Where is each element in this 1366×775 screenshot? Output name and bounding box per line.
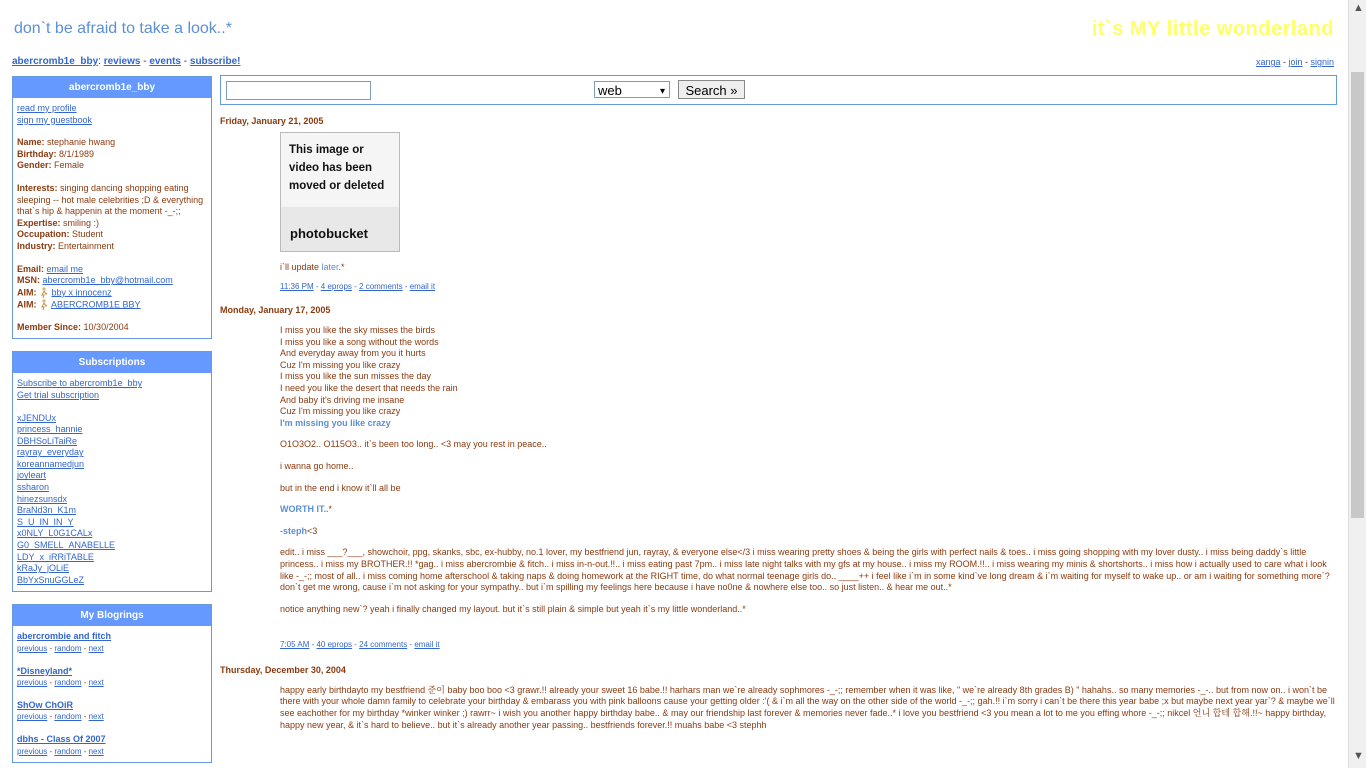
- expertise-label: Expertise:: [17, 217, 61, 228]
- top-nav-right: xanga - join - signin: [1255, 57, 1334, 67]
- post-footer: 11:36 PM - 4 eprops - 2 comments - email it: [280, 282, 436, 291]
- email-it-link[interactable]: email it: [414, 640, 440, 650]
- blogring-random-link[interactable]: random: [54, 712, 82, 722]
- blogring-previous-link[interactable]: previous: [17, 746, 48, 756]
- top-nav-left: abercromb1e_bby: reviews - events - subscribe!: [12, 56, 241, 67]
- gender-value: Female: [54, 160, 85, 171]
- birthday-label: Birthday:: [17, 148, 57, 159]
- aim-label: AIM:: [17, 287, 37, 298]
- industry-value: Entertainment: [58, 240, 115, 251]
- blogrings-box: My Blogrings abercrombie and fitch previous - random - next *Disneyland* previous - random - next ShOw ChOiR previous - random - next dbhs - Class Of 2007 previous - random - next: [12, 604, 212, 763]
- name-value: stephanie hwang: [47, 137, 116, 148]
- post-paragraph: happy early birthdayto my bestfriend 준이 baby boo boo <3 grawr.!! already your sweet 16 babe.!! harhars man we`re already sophmores -_-;; remember when it was like, " we`re already 8th grades B) " hahahs.. so many memories -_-.. but from now on.. i won`t be there with your whole damn family to celebrate your birthday & embarass you with pink balloons cause your getting older :'( & i`m all the way on the other side of the world -_-;; gah.!! i`m sorry i can`t be there this year babe ;x but maybe next year yar`? & maybe we`ll see eachother for my birthday *winker winker ;) rawrr~ i wish you another happy birthday babe.. & may our friendship last forever & memories never fade..* i love you bestfriend <3 you mean a lot to me you effing whore -_-;; nikcel 언니 합테 합해.!!~ happy birthday, happy new year, & it`s hard to believe.. but it`s already another year passing.. bestfriends forever.!! muahs babe <3 stephh: [280, 684, 1335, 730]
- msn-link[interactable]: abercromb1e_bby@hotmail.com: [42, 275, 173, 286]
- scrollbar-thumb[interactable]: [1351, 72, 1364, 518]
- post-time-link[interactable]: 11:36 PM: [280, 282, 314, 291]
- scroll-up-icon[interactable]: ▲: [1353, 2, 1364, 14]
- aim1-link[interactable]: bby x innocenz: [51, 287, 112, 298]
- join-link[interactable]: join: [1288, 57, 1303, 67]
- xanga-link[interactable]: xanga: [1255, 57, 1281, 67]
- post-date: Thursday, December 30, 2004: [220, 664, 346, 675]
- subscription-link[interactable]: hinezsunsdx: [17, 493, 68, 504]
- member-since-value: 10/30/2004: [83, 321, 129, 332]
- email-link[interactable]: email me: [46, 263, 84, 274]
- post-entry: [280, 685, 1335, 731]
- occupation-label: Occupation:: [17, 229, 70, 240]
- subscription-link[interactable]: BraNd3n_K1m: [17, 505, 77, 516]
- subscriptions-box: [12, 351, 212, 592]
- birthday-value: 8/1/1989: [59, 148, 95, 159]
- blogring-next-link[interactable]: next: [88, 644, 104, 653]
- blogring-random-link[interactable]: random: [54, 678, 82, 688]
- subscription-link[interactable]: princess_hannie: [17, 424, 83, 435]
- email-label: Email:: [17, 263, 45, 274]
- sidebar: [12, 76, 212, 775]
- gender-label: Gender:: [17, 160, 52, 171]
- post-paragraph: edit.. i miss ___?___, showchoir, ppg, skanks, sbc, ex-hubby, no.1 lover, my bestfriend jun, rayray, & everyone else</3 i miss wearing pretty shoes & being the girls with perfect nails & toes.. i miss going shopping with my lover dusty.. i miss being daddy`s little princess.. i miss my BROTHER.!! *gag.. i miss abercrombie & fitch.. i miss in-n-out.!!.. i miss eating past 7pm.. i miss late night talks with my gfs at my house.. i miss my ROOM.!!.. i miss wearing my minis & shortshorts.. i miss how i actually used to care what i look like -_-;; most of all.. i miss coming home afterschool & taking naps & doing homework at the RIGHT time, do what normal teenage girls do.. ____++ i feel like i`m in some kind`ve long dream & i`m waiting for myself to wake up.. or am i waiting for something more`? don`t get me wrong, cause i`m not asking for your sympathy.. but i`m spilling my feelings here because i have no0ne & nowhere else too.. so just listen.. & hear me out..*: [280, 547, 1330, 593]
- subscribe-link[interactable]: subscribe!: [189, 56, 241, 67]
- industry-label: Industry:: [17, 240, 56, 251]
- post-footer: 7:05 AM - 40 eprops - 24 comments - email it: [280, 640, 440, 650]
- aim-running-man-icon: [39, 287, 49, 299]
- interests-label: Interests:: [17, 182, 58, 193]
- subscription-link[interactable]: DBHSoLiTaiRe: [17, 435, 78, 446]
- trial-subscription-link[interactable]: Get trial subscription: [17, 389, 100, 400]
- blogring-next-link[interactable]: next: [88, 678, 104, 688]
- search-input[interactable]: [226, 81, 371, 100]
- post-paragraph: notice anything new`? yeah i finally changed my layout. but it`s still plain & simple but yeah it`s my little wonderland..*: [280, 603, 746, 614]
- post-entry: I miss you like the sky misses the birds I miss you like a song without the words And everyday away from you it hurts Cuz I'm missing you like crazy I miss you like the sun misses the day I need you like the desert that needs the rain And baby it's driving me insane Cuz I'm missing you like crazy I'm missing you like crazy O1O3O2.. O115O3.. it`s been too long.. <3 may you rest in peace.. i wanna go home.. but in the end i know it`ll all be WORTH IT..* -steph<3 edit.. i miss ___?___, showchoir, ppg, skanks, sbc, ex-hubby, no.1 lover, my bestfriend jun, rayray, & everyone else</3 i miss wearing pretty shoes & being the girls with perfect nails & toes.. i miss going shopping with my lover dusty.. i miss being daddy`s little princess.. i miss my BROTHER.!! *gag.. i miss abercrombie & fitch.. i miss in-n-out.!!.. i miss eating past 7pm.. i miss late night talks with my gfs at my house.. i miss my ROOM.!!.. i miss wearing my minis & shortshorts.. i miss how i actually used to care what i look like -_-;; most of all.. i miss coming home afterschool & taking naps & doing homework at the RIGHT time, do what normal teenage girls do.. ____++ i feel like i`m in some kind`ve long dream & i`m waiting for myself to wake up.. or am i waiting for something more`? don`t get me wrong, cause i`m not asking for your sympathy.. but i`m spilling my feelings here because i have no0ne & nowhere else too.. so just listen.. & hear me out..* notice anything new`? yeah i finally changed my layout. but it`s still plain & simple but yeah it`s my little wonderland..* 7:05 AM - 40 eprops - 24 comments - email it: [280, 325, 1335, 651]
- expertise-value: smiling :): [63, 217, 100, 228]
- subscription-link[interactable]: G0_SMELL_ANABELLE: [17, 540, 116, 551]
- profile-box: [12, 76, 212, 339]
- placeholder-text: This image or video has been moved or deleted: [289, 144, 385, 192]
- profile-header: abercromb1e_bby: [13, 77, 211, 98]
- subscription-link[interactable]: rayray_everyday: [17, 447, 84, 458]
- read-profile-link[interactable]: read my profile: [17, 103, 77, 113]
- site-banner-title: it`s MY little wonderland: [1091, 18, 1334, 40]
- vertical-scrollbar[interactable]: [1348, 0, 1366, 768]
- blogring-link[interactable]: abercrombie and fitch: [17, 631, 112, 642]
- comments-link[interactable]: 24 comments: [359, 640, 408, 650]
- eprops-link[interactable]: 4 eprops: [320, 282, 352, 291]
- blogring-random-link[interactable]: random: [54, 644, 82, 653]
- interests-value: singing dancing shopping eating sleeping -- hot male celebrities ;D & everything that`s hip & happenin at the moment -_-;;: [17, 182, 204, 217]
- eprops-link[interactable]: 40 eprops: [316, 640, 353, 650]
- scroll-down-icon[interactable]: ▼: [1353, 750, 1364, 762]
- events-link[interactable]: events: [149, 56, 181, 67]
- photobucket-logo-icon: [290, 226, 368, 241]
- subscription-link[interactable]: x0NLY_L0G1CALx: [17, 528, 93, 539]
- blogring-next-link[interactable]: next: [88, 712, 104, 722]
- email-it-link[interactable]: email it: [409, 282, 436, 291]
- msn-label: MSN:: [17, 275, 40, 286]
- post-time-link[interactable]: 7:05 AM: [280, 640, 310, 650]
- page-title: don`t be afraid to take a look..*: [14, 20, 232, 37]
- post-date: Friday, January 21, 2005: [220, 116, 324, 126]
- search-button[interactable]: Search »: [678, 80, 745, 99]
- blogrings-header: My Blogrings: [13, 605, 211, 626]
- subscription-link[interactable]: BbYxSnuGGLeZ: [17, 574, 85, 585]
- subscription-link[interactable]: koreannamedjun: [17, 458, 85, 469]
- subscription-link[interactable]: xJENDUx: [17, 412, 57, 423]
- signin-link[interactable]: signin: [1310, 57, 1334, 67]
- photobucket-placeholder-image: [280, 132, 400, 252]
- blogring-previous-link[interactable]: previous: [17, 644, 48, 653]
- search-scope-select[interactable]: [594, 81, 670, 98]
- reviews-link[interactable]: reviews: [103, 56, 141, 67]
- occupation-value: Student: [72, 229, 104, 240]
- blogring-random-link[interactable]: random: [54, 746, 82, 756]
- blogring-link[interactable]: ShOw ChOiR: [17, 699, 73, 710]
- member-since-label: Member Since:: [17, 321, 82, 332]
- subscription-link[interactable]: S_U_IN_IN_Y: [17, 516, 74, 527]
- name-label: Name:: [17, 137, 45, 148]
- comments-link[interactable]: 2 comments: [359, 282, 403, 291]
- subscription-link[interactable]: kRaJy_jOLiE: [17, 563, 70, 574]
- subscription-link[interactable]: ssharon: [17, 482, 50, 493]
- guestbook-link[interactable]: sign my guestbook: [17, 114, 93, 125]
- aim2-link[interactable]: ABERCROMB1E BBY: [51, 299, 141, 310]
- subscription-link[interactable]: joyleart: [17, 470, 47, 481]
- subscribe-to-link[interactable]: Subscribe to abercromb1e_bby: [17, 378, 143, 389]
- blogring-previous-link[interactable]: previous: [17, 712, 48, 722]
- blogring-link[interactable]: dbhs - Class Of 2007: [17, 733, 106, 744]
- post-date: Monday, January 17, 2005: [220, 305, 331, 315]
- blogring-next-link[interactable]: next: [88, 746, 104, 756]
- photobucket-logo-text: photobucket: [290, 226, 368, 241]
- subscription-link[interactable]: LDY_x_iRRiTABLE: [17, 551, 94, 562]
- post-entry: This image or video has been moved or deleted photobucket i`ll update later.* 11:36 PM - 4 eprops - 2 comments - email it: [280, 132, 1335, 291]
- blogring-previous-link[interactable]: previous: [17, 678, 48, 688]
- subscriptions-header: Subscriptions: [13, 352, 211, 373]
- search-scope-value: web: [598, 83, 622, 98]
- search-bar: [220, 75, 1337, 105]
- blogring-link[interactable]: *Disneyland*: [17, 665, 73, 676]
- chevron-down-icon: ▾: [659, 86, 665, 97]
- user-link[interactable]: abercromb1e_bby: [12, 56, 99, 67]
- main-content: [220, 112, 1335, 731]
- aim-running-man-icon: [39, 299, 49, 311]
- later-text: later: [321, 262, 339, 272]
- aim-label: AIM:: [17, 299, 37, 310]
